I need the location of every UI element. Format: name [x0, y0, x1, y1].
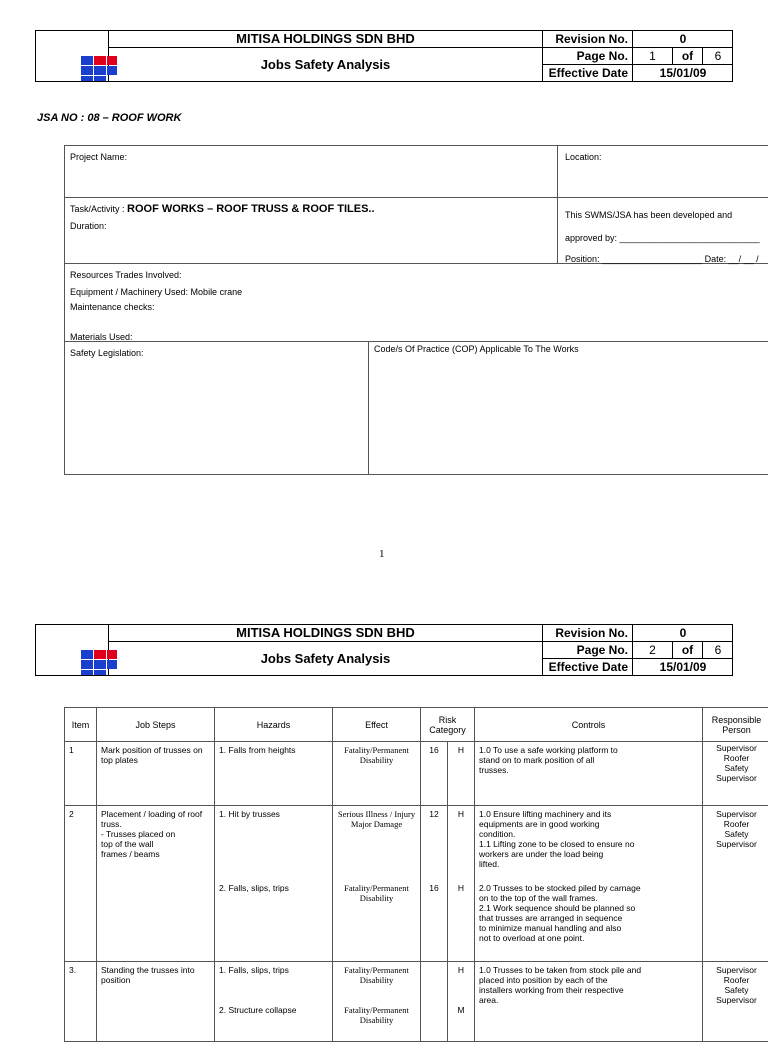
col-risk-category: Risk Category: [421, 708, 475, 742]
table-row: [65, 742, 768, 806]
revision-label: Revision No.: [543, 31, 633, 47]
row-risk-level: H: [448, 962, 475, 1002]
row-risk-score: [421, 962, 448, 1002]
task-activity: [70, 203, 375, 215]
task-label: Task/Activity :: [70, 204, 127, 214]
effective-date-label: Effective Date: [543, 659, 633, 675]
col-hazards: Hazards: [215, 708, 333, 742]
jsa-table: [64, 707, 768, 1042]
col-effect: Effect: [333, 708, 421, 742]
row-risk-score: [421, 1002, 448, 1042]
table-row: [65, 962, 768, 1002]
row-risk-score: 16: [421, 880, 448, 962]
materials-label: Materials Used:: [70, 332, 133, 342]
row-controls: 1.0 Trusses to be taken from stock pile and placed into position by each of the installers working from their respective area.: [475, 962, 703, 1042]
company-logo: [36, 625, 109, 675]
page2-header: [35, 624, 733, 676]
revision-label: Revision No.: [543, 625, 633, 641]
revision-value: 0: [633, 31, 733, 47]
col-item: Item: [65, 708, 97, 742]
row-controls: 1.0 To use a safe working platform to stand on to mark position of all trusses.: [475, 742, 703, 806]
row-job-step: Placement / loading of roof truss. - Trusses placed on top of the wall frames / beams: [97, 806, 215, 962]
row-risk-score: 16: [421, 742, 448, 806]
page-of: of: [673, 48, 703, 64]
effective-date-value: 15/01/09: [633, 65, 733, 81]
row-effect: Serious Illness / Injury Major Damage: [333, 806, 421, 880]
row-risk-score: 12: [421, 806, 448, 880]
table-row: [65, 806, 768, 880]
cop-label: Code/s Of Practice (COP) Applicable To The Works: [374, 344, 579, 354]
equipment-label: Equipment / Machinery Used: Mobile crane: [70, 287, 242, 297]
location-label: Location:: [565, 152, 602, 162]
company-logo: [36, 31, 109, 81]
row-item: 3.: [65, 962, 97, 1042]
task-value: ROOF WORKS – ROOF TRUSS & ROOF TILES..: [127, 203, 375, 215]
row-effect: Fatality/Permanent Disability: [333, 962, 421, 1002]
jsa-title: JSA NO : 08 – ROOF WORK: [37, 112, 181, 124]
company-name: MITISA HOLDINGS SDN BHD: [109, 31, 542, 48]
page1-number: 1: [379, 548, 385, 560]
row-effect: Fatality/Permanent Disability: [333, 742, 421, 806]
project-name-label: Project Name:: [70, 152, 127, 162]
effective-date-label: Effective Date: [543, 65, 633, 81]
page-total: 6: [703, 48, 733, 64]
page1-header: [35, 30, 733, 82]
row-job-step: Mark position of trusses on top plates: [97, 742, 215, 806]
page-of: of: [673, 642, 703, 658]
row-hazard: 1. Falls, slips, trips: [215, 962, 333, 1002]
swms-text: This SWMS/JSA has been developed and: [565, 210, 732, 220]
row-hazard: 1. Falls from heights: [215, 742, 333, 806]
row-effect: Fatality/Permanent Disability: [333, 1002, 421, 1042]
row-responsible: Supervisor Roofer Safety Supervisor: [703, 742, 768, 806]
page-current: 2: [633, 642, 673, 658]
duration-label: Duration:: [70, 221, 107, 231]
row-effect: Fatality/Permanent Disability: [333, 880, 421, 962]
row-item: 1: [65, 742, 97, 806]
document-title: Jobs Safety Analysis: [109, 642, 542, 675]
page-current: 1: [633, 48, 673, 64]
row-hazard: 2. Falls, slips, trips: [215, 880, 333, 962]
row-responsible: Supervisor Roofer Safety Supervisor: [703, 962, 768, 1042]
page-label: Page No.: [543, 642, 633, 658]
page-label: Page No.: [543, 48, 633, 64]
row-item: 2: [65, 806, 97, 962]
approved-by-line: approved by: ____________________________: [565, 233, 760, 243]
row-risk-level: H: [448, 806, 475, 880]
row-hazard: 2. Structure collapse: [215, 1002, 333, 1042]
position-date-line: Position: ____________________ Date: __/ __ /: [565, 254, 759, 264]
row-risk-level: H: [448, 742, 475, 806]
legislation-label: Safety Legislation:: [70, 348, 144, 358]
row-responsible: Supervisor Roofer Safety Supervisor: [703, 806, 768, 962]
document-title: Jobs Safety Analysis: [109, 48, 542, 81]
resources-label: Resources Trades Involved:: [70, 270, 182, 280]
col-job-steps: Job Steps: [97, 708, 215, 742]
revision-value: 0: [633, 625, 733, 641]
maintenance-label: Maintenance checks:: [70, 302, 155, 312]
page-total: 6: [703, 642, 733, 658]
row-controls: 2.0 Trusses to be stocked piled by carnage on to the top of the wall frames. 2.1 Work sequence should be planned so that trusses are arranged in sequence to minimize manual handling and also not to overload at one point.: [475, 880, 703, 962]
row-controls: 1.0 Ensure lifting machinery and its equipments are in good working condition. 1.1 Lifting zone to be closed to ensure no workers are under the load being lifted.: [475, 806, 703, 880]
row-job-step: Standing the trusses into position: [97, 962, 215, 1042]
row-risk-level: H: [448, 880, 475, 962]
col-controls: Controls: [475, 708, 703, 742]
effective-date-value: 15/01/09: [633, 659, 733, 675]
row-hazard: 1. Hit by trusses: [215, 806, 333, 880]
row-risk-level: M: [448, 1002, 475, 1042]
company-name: MITISA HOLDINGS SDN BHD: [109, 625, 542, 642]
project-form: [64, 145, 768, 475]
col-responsible: Responsible Person: [703, 708, 768, 742]
